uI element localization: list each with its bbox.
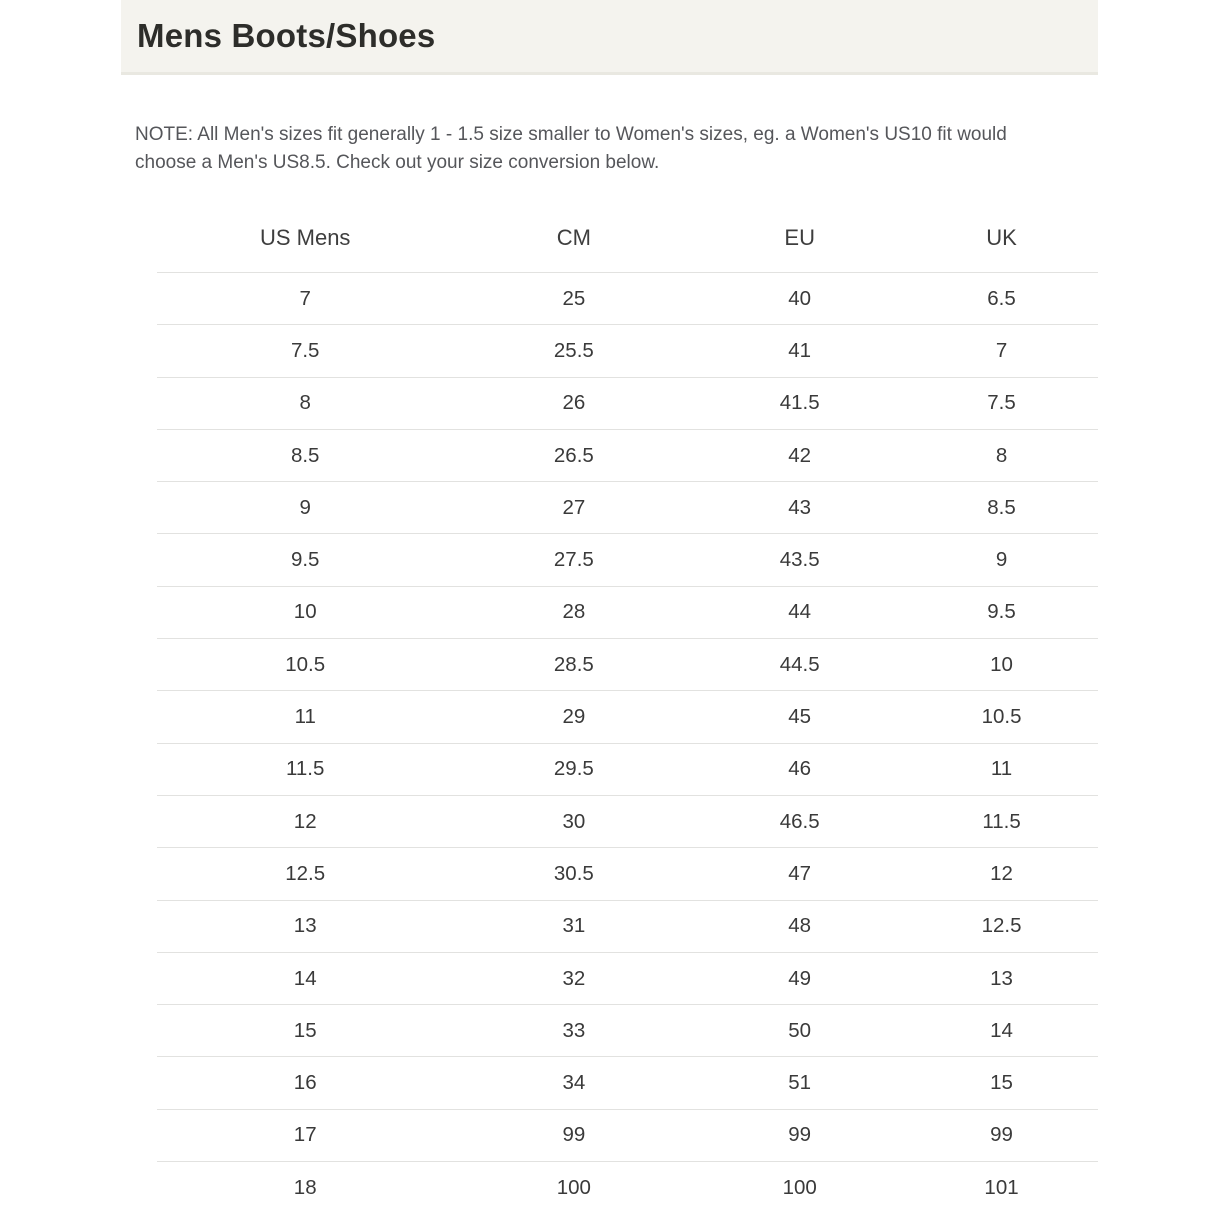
table-cell: 26 xyxy=(453,377,694,429)
table-cell: 101 xyxy=(984,1175,1019,1199)
table-row xyxy=(157,586,1098,638)
table-cell: 12 xyxy=(157,795,453,847)
table-cell: 9.5 xyxy=(905,586,1098,638)
table-row xyxy=(157,848,1098,900)
table-cell: 9.5 xyxy=(157,534,453,586)
size-table xyxy=(157,204,1098,1213)
table-row xyxy=(157,952,1098,1004)
table-cell: 100 xyxy=(782,1175,817,1199)
table-cell: 28 xyxy=(453,586,694,638)
table-cell: 9 xyxy=(157,482,453,534)
table-cell: 42 xyxy=(694,429,905,481)
table-cell: 29 xyxy=(453,691,694,743)
table-cell: 7 xyxy=(905,325,1098,377)
table-cell: 25.5 xyxy=(453,325,694,377)
table-cell: 18 xyxy=(293,1175,317,1199)
table-cell: 13 xyxy=(157,900,453,952)
table-cell: 8.5 xyxy=(905,482,1098,534)
table-cell: 7 xyxy=(157,273,453,325)
table-cell: 8 xyxy=(157,377,453,429)
table-cell: 40 xyxy=(694,273,905,325)
note-text xyxy=(135,121,1214,177)
table-row xyxy=(157,429,1098,481)
table-row xyxy=(157,325,1098,377)
table-cell: 41 xyxy=(694,325,905,377)
table-cell: 51 xyxy=(694,1057,905,1109)
table-cell: 50 xyxy=(694,1005,905,1057)
table-cell: 45 xyxy=(694,691,905,743)
table-cell: 6.5 xyxy=(905,273,1098,325)
table-cell: 10 xyxy=(905,639,1098,691)
table-cell: 13 xyxy=(905,952,1098,1004)
table-row xyxy=(157,691,1098,743)
table-cell: 12 xyxy=(905,848,1098,900)
column-header-us-mens: US Mens xyxy=(157,204,453,273)
table-cell: 11.5 xyxy=(157,743,453,795)
table-cell: 99 xyxy=(453,1109,694,1161)
table-cell: 100 xyxy=(556,1175,591,1199)
table-cell: 46.5 xyxy=(694,795,905,847)
table-row xyxy=(157,743,1098,795)
note-line-1: NOTE: All Men's sizes fit generally 1 - 1.5 size smaller to Women's sizes, eg. a Women's US10 fit would xyxy=(135,124,1007,145)
table-cell: 11 xyxy=(905,743,1098,795)
table-cell: 12.5 xyxy=(157,848,453,900)
table-cell: 47 xyxy=(694,848,905,900)
table-cell: 33 xyxy=(453,1005,694,1057)
table-cell: 29.5 xyxy=(453,743,694,795)
table-cell: 30.5 xyxy=(453,848,694,900)
table-cell: 44 xyxy=(694,586,905,638)
table-cell: 7.5 xyxy=(905,377,1098,429)
table-cell: 34 xyxy=(453,1057,694,1109)
table-row xyxy=(157,482,1098,534)
table-cell: 28.5 xyxy=(453,639,694,691)
table-cell: 17 xyxy=(157,1109,453,1161)
column-header-eu: EU xyxy=(694,204,905,273)
table-cell: 25 xyxy=(453,273,694,325)
note-line-2: choose a Men's US8.5. Check out your size conversion below. xyxy=(135,152,660,173)
table-cell: 7.5 xyxy=(157,325,453,377)
table-row xyxy=(157,273,1098,325)
table-cell: 31 xyxy=(453,900,694,952)
table-row xyxy=(157,1162,1098,1214)
size-table-body xyxy=(157,273,1098,1214)
size-table-wrap xyxy=(157,204,1098,1213)
table-cell: 30 xyxy=(453,795,694,847)
table-cell: 44.5 xyxy=(694,639,905,691)
table-cell: 12.5 xyxy=(905,900,1098,952)
table-row xyxy=(157,639,1098,691)
table-cell: 15 xyxy=(905,1057,1098,1109)
table-row xyxy=(157,1005,1098,1057)
table-cell: 27 xyxy=(453,482,694,534)
table-cell: 10.5 xyxy=(905,691,1098,743)
table-cell: 8 xyxy=(905,429,1098,481)
table-cell: 14 xyxy=(905,1005,1098,1057)
table-row xyxy=(157,1057,1098,1109)
column-header-cm: CM xyxy=(453,204,694,273)
table-row xyxy=(157,1109,1098,1161)
table-cell: 99 xyxy=(694,1109,905,1161)
table-row xyxy=(157,795,1098,847)
table-row xyxy=(157,900,1098,952)
table-cell: 11 xyxy=(157,691,453,743)
page-title: Mens Boots/Shoes xyxy=(137,17,436,54)
table-cell: 43 xyxy=(694,482,905,534)
table-cell: 32 xyxy=(453,952,694,1004)
table-cell: 43.5 xyxy=(694,534,905,586)
table-cell: 99 xyxy=(905,1109,1098,1161)
header-band xyxy=(121,0,1098,75)
table-cell: 9 xyxy=(905,534,1098,586)
table-cell: 16 xyxy=(157,1057,453,1109)
table-cell: 49 xyxy=(694,952,905,1004)
table-cell: 41.5 xyxy=(694,377,905,429)
table-row xyxy=(157,534,1098,586)
table-cell: 8.5 xyxy=(157,429,453,481)
table-cell: 46 xyxy=(694,743,905,795)
table-cell: 15 xyxy=(157,1005,453,1057)
table-cell: 26.5 xyxy=(453,429,694,481)
table-cell: 27.5 xyxy=(453,534,694,586)
column-header-uk: UK xyxy=(905,204,1098,273)
table-cell: 10.5 xyxy=(157,639,453,691)
table-cell: 14 xyxy=(157,952,453,1004)
size-table-header-row xyxy=(157,204,1098,273)
table-cell: 48 xyxy=(694,900,905,952)
table-cell: 10 xyxy=(157,586,453,638)
table-cell: 11.5 xyxy=(905,795,1098,847)
table-row xyxy=(157,377,1098,429)
